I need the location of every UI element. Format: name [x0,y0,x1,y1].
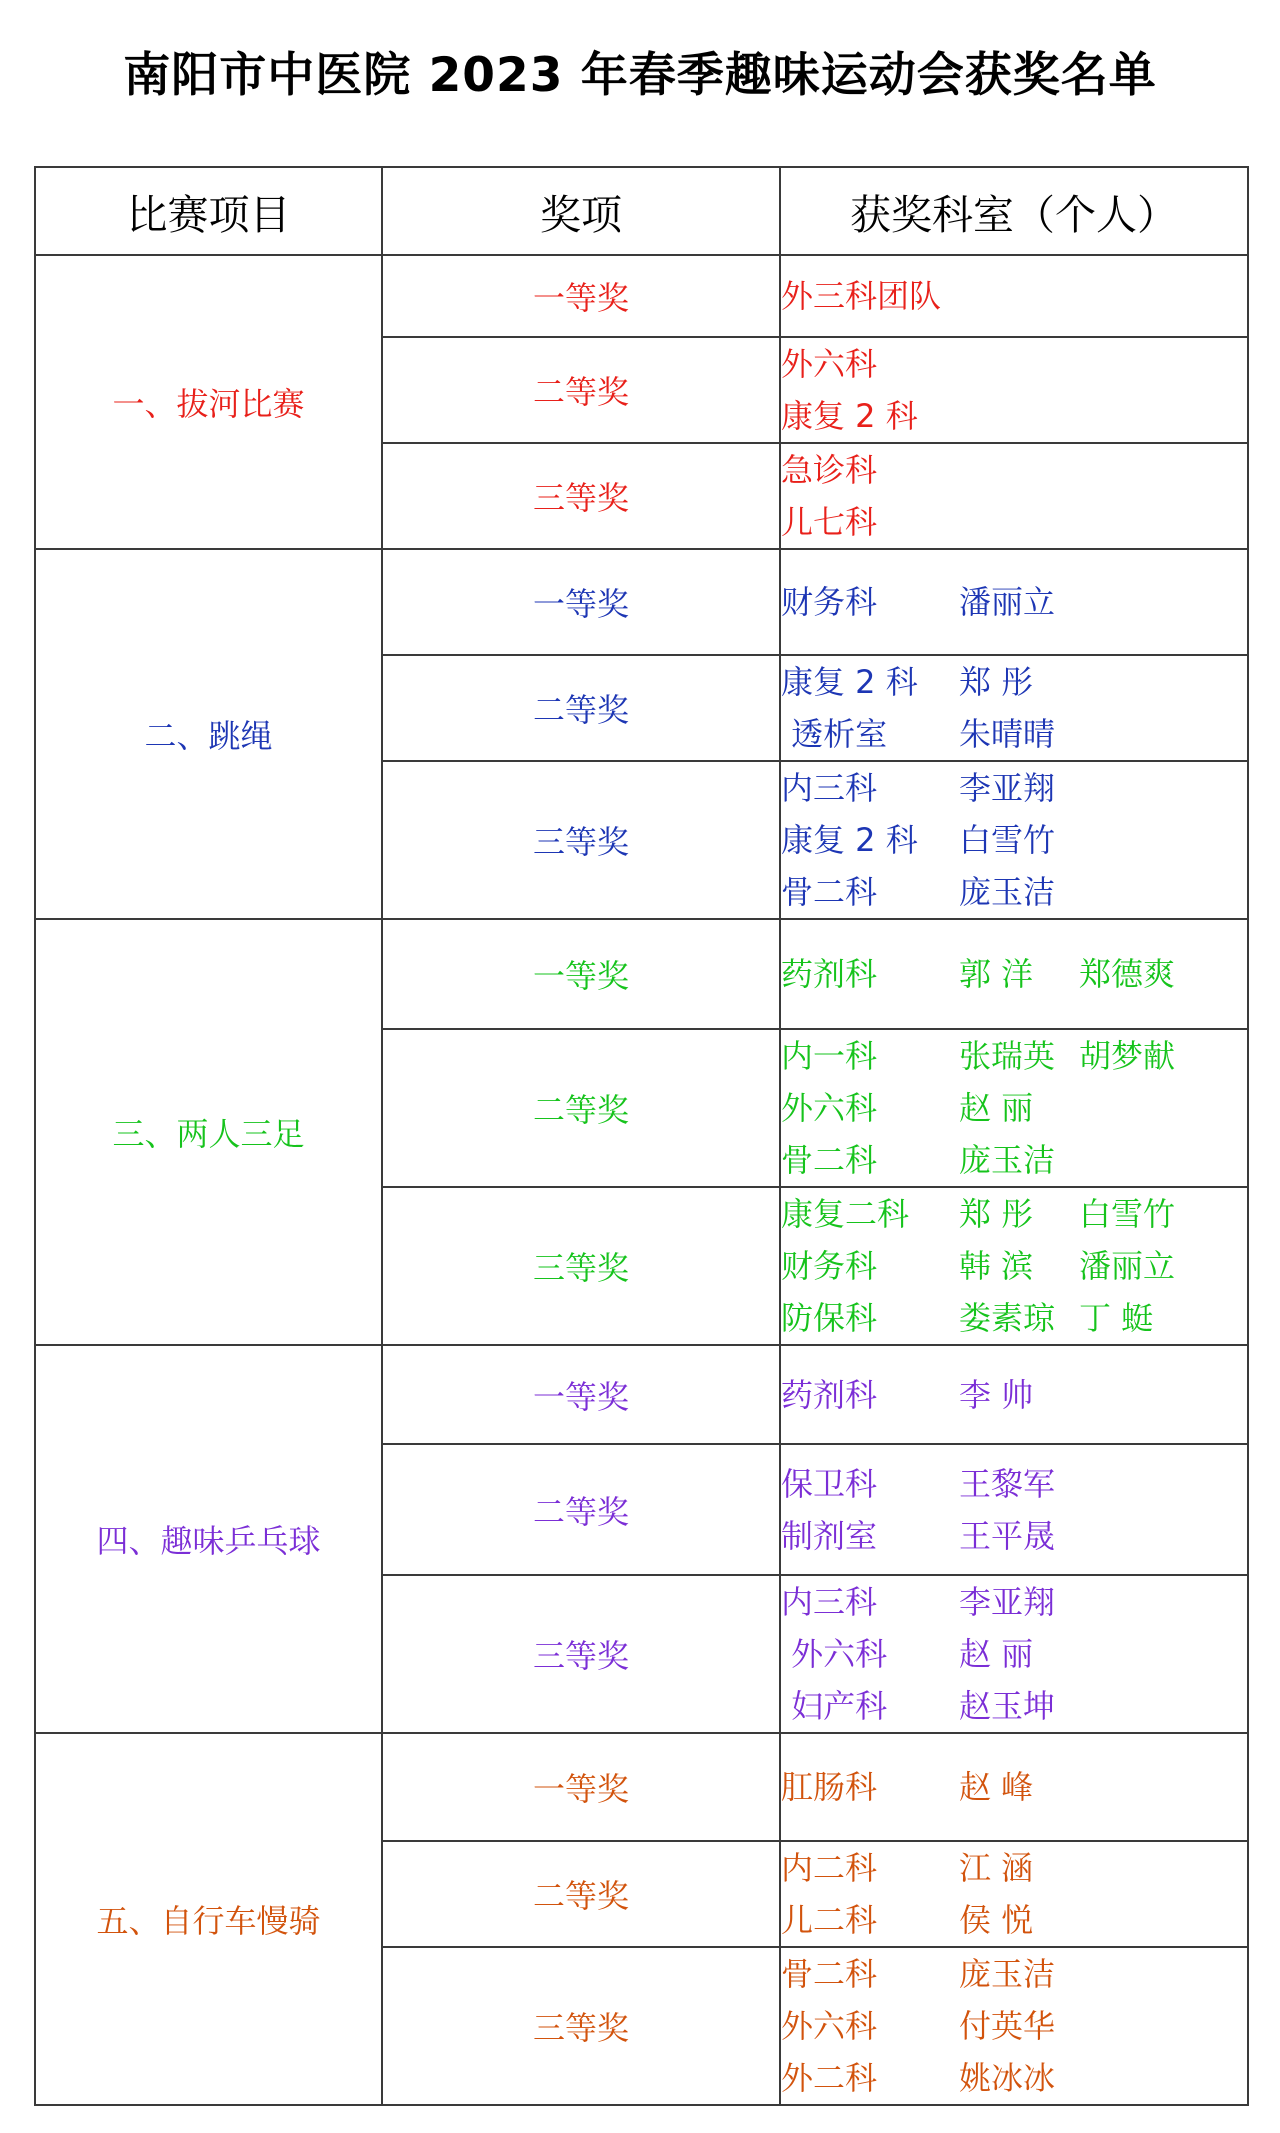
winner-dept: 内三科 [781,769,878,807]
winner-person: 张瑞英 [959,1037,1056,1075]
winners-cell [780,337,1248,443]
winner-dept: 内一科 [781,1037,878,1075]
winner-dept: 急诊科 [781,451,878,489]
winner-line [781,1369,1247,1421]
winner-dept: 透析室 [781,715,888,753]
winner-line [781,1576,1247,1628]
winner-line [781,762,1247,814]
winner-line [781,444,1247,496]
prize-label: 二等奖 [382,1444,780,1575]
winner-line [781,1240,1247,1292]
winner-dept: 妇产科 [781,1687,888,1725]
winner-line [781,1510,1247,1562]
winner-dept: 内二科 [781,1849,878,1887]
winner-dept: 骨二科 [781,873,878,911]
winner-line [781,1761,1247,1813]
table-row [35,255,1248,337]
winner-person: 姚冰冰 [959,2059,1056,2097]
winner-person: 韩 滨 [959,1247,1034,1285]
prize-label: 一等奖 [382,1345,780,1444]
winner-dept: 药剂科 [781,1375,878,1414]
winner-dept: 康复二科 [781,1195,910,1233]
winners-cell [780,1444,1248,1575]
winner-line [781,948,1247,1000]
header-winners: 获奖科室（个人） [780,167,1248,255]
winner-line [781,708,1247,760]
winner-person: 赵 丽 [959,1635,1034,1673]
prize-label: 三等奖 [382,1947,780,2105]
winner-dept: 康复 2 科 [781,821,918,859]
winner-person: 郑 彤 [959,1195,1034,1233]
winners-cell [780,1345,1248,1444]
prize-label: 三等奖 [382,443,780,549]
prize-label: 三等奖 [382,761,780,919]
winner-person: 庞玉洁 [959,873,1056,911]
winner-line [781,1134,1247,1186]
winner-person: 李亚翔 [959,1583,1056,1621]
winner-line [781,390,1247,442]
winner-dept: 骨二科 [781,1955,878,1993]
winners-cell [780,761,1248,919]
winner-person: 侯 悦 [959,1901,1034,1939]
winner-line [781,1842,1247,1894]
prize-label: 二等奖 [382,337,780,443]
winner-dept: 儿二科 [781,1901,878,1939]
prize-label: 一等奖 [382,1733,780,1841]
winner-person: 付英华 [959,2007,1056,2045]
winner-dept: 内三科 [781,1583,878,1621]
winner-dept: 防保科 [781,1299,878,1337]
winner-person: 潘丽立 [959,583,1056,621]
winner-line [781,1894,1247,1946]
winner-person: 赵 峰 [959,1768,1034,1806]
winner-person: 李 帅 [959,1375,1034,1414]
prize-label: 一等奖 [382,919,780,1029]
event-name: 五、自行车慢骑 [35,1733,382,2105]
winner-person: 王平晟 [959,1516,1056,1555]
prize-label: 一等奖 [382,549,780,655]
winner-dept: 外三科团队 [781,277,942,315]
winner-line [781,496,1247,548]
winner-line [781,1082,1247,1134]
winners-cell [780,549,1248,655]
table-row [35,1733,1248,1841]
prize-label: 三等奖 [382,1187,780,1345]
winner-person: 赵玉坤 [959,1687,1056,1725]
winner-line [781,866,1247,918]
prize-label: 三等奖 [382,1575,780,1733]
table-row [35,549,1248,655]
event-name: 二、跳绳 [35,549,382,919]
page-title: 南阳市中医院 2023 年春季趣味运动会获奖名单 [123,48,1157,103]
winner-line [781,1628,1247,1680]
winner-line [781,656,1247,708]
winner-person: 赵 丽 [959,1089,1034,1127]
winner-person-2: 胡梦献 [1079,1037,1176,1075]
winners-cell [780,255,1248,337]
prize-label: 一等奖 [382,255,780,337]
winners-cell [780,1029,1248,1187]
winner-dept: 外六科 [781,1089,878,1127]
winner-person: 娄素琼 [959,1299,1056,1337]
winner-person: 朱晴晴 [959,715,1056,753]
event-name: 一、拔河比赛 [35,255,382,549]
winner-line [781,814,1247,866]
prize-label: 二等奖 [382,1841,780,1947]
winner-person: 李亚翔 [959,769,1056,807]
table-row [35,1345,1248,1444]
winner-dept: 制剂室 [781,1516,878,1555]
winner-dept: 康复 2 科 [781,663,918,701]
winner-person: 郭 洋 [959,955,1034,993]
winner-dept: 外六科 [781,1635,888,1673]
winner-dept: 外六科 [781,345,878,383]
header-prize: 奖项 [382,167,780,255]
winners-cell [780,1187,1248,1345]
winners-cell [780,1841,1248,1947]
winners-cell [780,1733,1248,1841]
header-event: 比赛项目 [35,167,382,255]
winner-person: 庞玉洁 [959,1955,1056,1993]
winners-cell [780,655,1248,761]
winner-person-2: 丁 蜓 [1079,1299,1154,1337]
header-row [35,167,1248,255]
event-name: 四、趣味乒乓球 [35,1345,382,1733]
prize-label: 二等奖 [382,655,780,761]
winner-dept: 康复 2 科 [781,397,918,435]
table-row [35,919,1248,1029]
winner-line [781,1680,1247,1732]
winner-line [781,338,1247,390]
winners-cell [780,443,1248,549]
winner-dept: 保卫科 [781,1464,878,1503]
winner-person-2: 白雪竹 [1079,1195,1176,1233]
prize-label: 二等奖 [382,1029,780,1187]
awards-body [35,255,1248,2105]
winner-dept: 药剂科 [781,955,878,993]
winner-dept: 财务科 [781,1247,878,1285]
winner-person: 王黎军 [959,1464,1056,1503]
winner-line [781,2000,1247,2052]
event-name: 三、两人三足 [35,919,382,1345]
winner-line [781,2052,1247,2104]
winner-dept: 儿七科 [781,503,878,541]
winner-line [781,1458,1247,1510]
winner-dept: 外二科 [781,2059,878,2097]
winner-line [781,1292,1247,1344]
winner-line [781,1948,1247,2000]
winner-person-2: 郑德爽 [1079,955,1176,993]
winner-line [781,1030,1247,1082]
winner-dept: 骨二科 [781,1141,878,1179]
winner-dept: 肛肠科 [781,1768,878,1806]
winner-dept: 外六科 [781,2007,878,2045]
winner-person: 白雪竹 [959,821,1056,859]
winner-person: 郑 彤 [959,663,1034,701]
winners-cell [780,1947,1248,2105]
winner-dept: 财务科 [781,583,878,621]
winner-person: 江 涵 [959,1849,1034,1887]
winner-person: 庞玉洁 [959,1141,1056,1179]
winners-cell [780,919,1248,1029]
winner-line [781,270,1247,322]
winner-line [781,1188,1247,1240]
winners-cell [780,1575,1248,1733]
winner-line [781,576,1247,628]
awards-table [34,166,1249,2106]
winner-person-2: 潘丽立 [1079,1247,1176,1285]
